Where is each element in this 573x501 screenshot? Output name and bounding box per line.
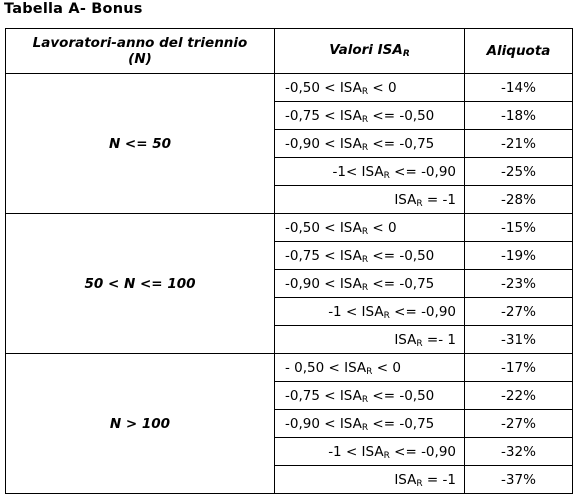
isa-range-suffix: <= -0,90 [389, 303, 456, 320]
isa-range-suffix: <= -0,75 [368, 135, 435, 152]
isa-range-prefix: -0,75 < ISA [285, 247, 362, 264]
isa-range-cell [275, 410, 465, 438]
isa-range-prefix: - 0,50 < ISA [285, 359, 367, 376]
rate-cell: -22% [465, 382, 573, 410]
isa-range-prefix: ISA [394, 471, 417, 488]
isa-range-suffix: <= -0,90 [389, 443, 456, 460]
isa-range-cell [275, 130, 465, 158]
isa-range-cell [275, 158, 465, 186]
header-workers [6, 29, 275, 74]
isa-range-prefix: -1 < ISA [328, 303, 384, 320]
isa-range-suffix: < 0 [368, 219, 397, 236]
isa-range-subscript: R [361, 422, 369, 433]
rate-cell: -15% [465, 214, 573, 242]
isa-range-subscript: R [416, 198, 423, 209]
isa-range-prefix: -0,90 < ISA [285, 135, 362, 152]
rate-cell: -23% [465, 270, 573, 298]
isa-range-subscript: R [383, 170, 390, 181]
isa-range-subscript: R [416, 478, 423, 489]
isa-range-prefix: -1 < ISA [328, 443, 384, 460]
isa-range-suffix: <= -0,50 [368, 247, 435, 264]
isa-range-prefix: ISA [394, 191, 417, 208]
rate-cell: -37% [465, 466, 573, 494]
isa-range-suffix: = -1 [422, 471, 456, 488]
group-label: N <= 50 [6, 74, 275, 214]
header-isa-label: Valori ISA [329, 42, 403, 58]
isa-range-subscript: R [383, 310, 390, 321]
table-row [6, 74, 573, 102]
header-rate: Aliquota [465, 29, 573, 74]
isa-range-cell [275, 186, 465, 214]
table-row [6, 354, 573, 382]
bonus-table [5, 28, 573, 494]
rate-cell: -27% [465, 298, 573, 326]
isa-range-suffix: <= -0,90 [389, 163, 456, 180]
isa-range-suffix: <= -0,50 [368, 107, 435, 124]
isa-range-subscript: R [361, 114, 369, 125]
isa-range-subscript: R [416, 338, 423, 349]
isa-range-cell [275, 438, 465, 466]
header-isa-values [275, 29, 465, 74]
rate-cell: -27% [465, 410, 573, 438]
rate-cell: -32% [465, 438, 573, 466]
isa-range-prefix: -0,90 < ISA [285, 415, 362, 432]
rate-cell: -31% [465, 326, 573, 354]
isa-range-prefix: -0,50 < ISA [285, 79, 362, 96]
isa-range-prefix: -0,50 < ISA [285, 219, 362, 236]
rate-cell: -17% [465, 354, 573, 382]
isa-range-cell [275, 74, 465, 102]
isa-range-cell [275, 298, 465, 326]
isa-range-subscript: R [361, 86, 369, 97]
isa-range-cell [275, 214, 465, 242]
isa-range-prefix: -0,75 < ISA [285, 387, 362, 404]
rate-cell: -25% [465, 158, 573, 186]
header-workers-line1: Lavoratori-anno del triennio [32, 35, 248, 51]
isa-range-suffix: < 0 [368, 79, 397, 96]
isa-range-subscript: R [361, 282, 369, 293]
isa-range-cell [275, 382, 465, 410]
isa-range-prefix: ISA [394, 331, 417, 348]
rate-cell: -19% [465, 242, 573, 270]
isa-range-subscript: R [361, 254, 369, 265]
rate-cell: -21% [465, 130, 573, 158]
isa-range-cell [275, 102, 465, 130]
isa-range-suffix: <= -0,75 [368, 275, 435, 292]
isa-range-suffix: = -1 [422, 191, 456, 208]
isa-range-prefix: -0,90 < ISA [285, 275, 362, 292]
isa-range-subscript: R [366, 366, 373, 377]
isa-range-suffix: <= -0,50 [368, 387, 435, 404]
table-row [6, 214, 573, 242]
isa-range-prefix: -1< ISA [332, 163, 384, 180]
isa-range-cell [275, 354, 465, 382]
header-workers-line2: (N) [128, 51, 152, 67]
rate-cell: -28% [465, 186, 573, 214]
header-isa-subscript: R [402, 49, 410, 59]
table-body [6, 74, 573, 494]
isa-range-prefix: -0,75 < ISA [285, 107, 362, 124]
isa-range-suffix: < 0 [372, 359, 401, 376]
isa-range-suffix: <= -0,75 [368, 415, 435, 432]
isa-range-subscript: R [361, 394, 369, 405]
rate-cell: -14% [465, 74, 573, 102]
isa-range-cell [275, 242, 465, 270]
rate-cell: -18% [465, 102, 573, 130]
group-label: N > 100 [6, 354, 275, 494]
isa-range-subscript: R [361, 226, 369, 237]
isa-range-suffix: =- 1 [422, 331, 456, 348]
table-header-row [6, 29, 573, 74]
isa-range-cell [275, 326, 465, 354]
isa-range-cell [275, 466, 465, 494]
isa-range-cell [275, 270, 465, 298]
isa-range-subscript: R [383, 450, 390, 461]
group-label: 50 < N <= 100 [6, 214, 275, 354]
isa-range-subscript: R [361, 142, 369, 153]
page-title: Tabella A- Bonus [4, 1, 143, 17]
